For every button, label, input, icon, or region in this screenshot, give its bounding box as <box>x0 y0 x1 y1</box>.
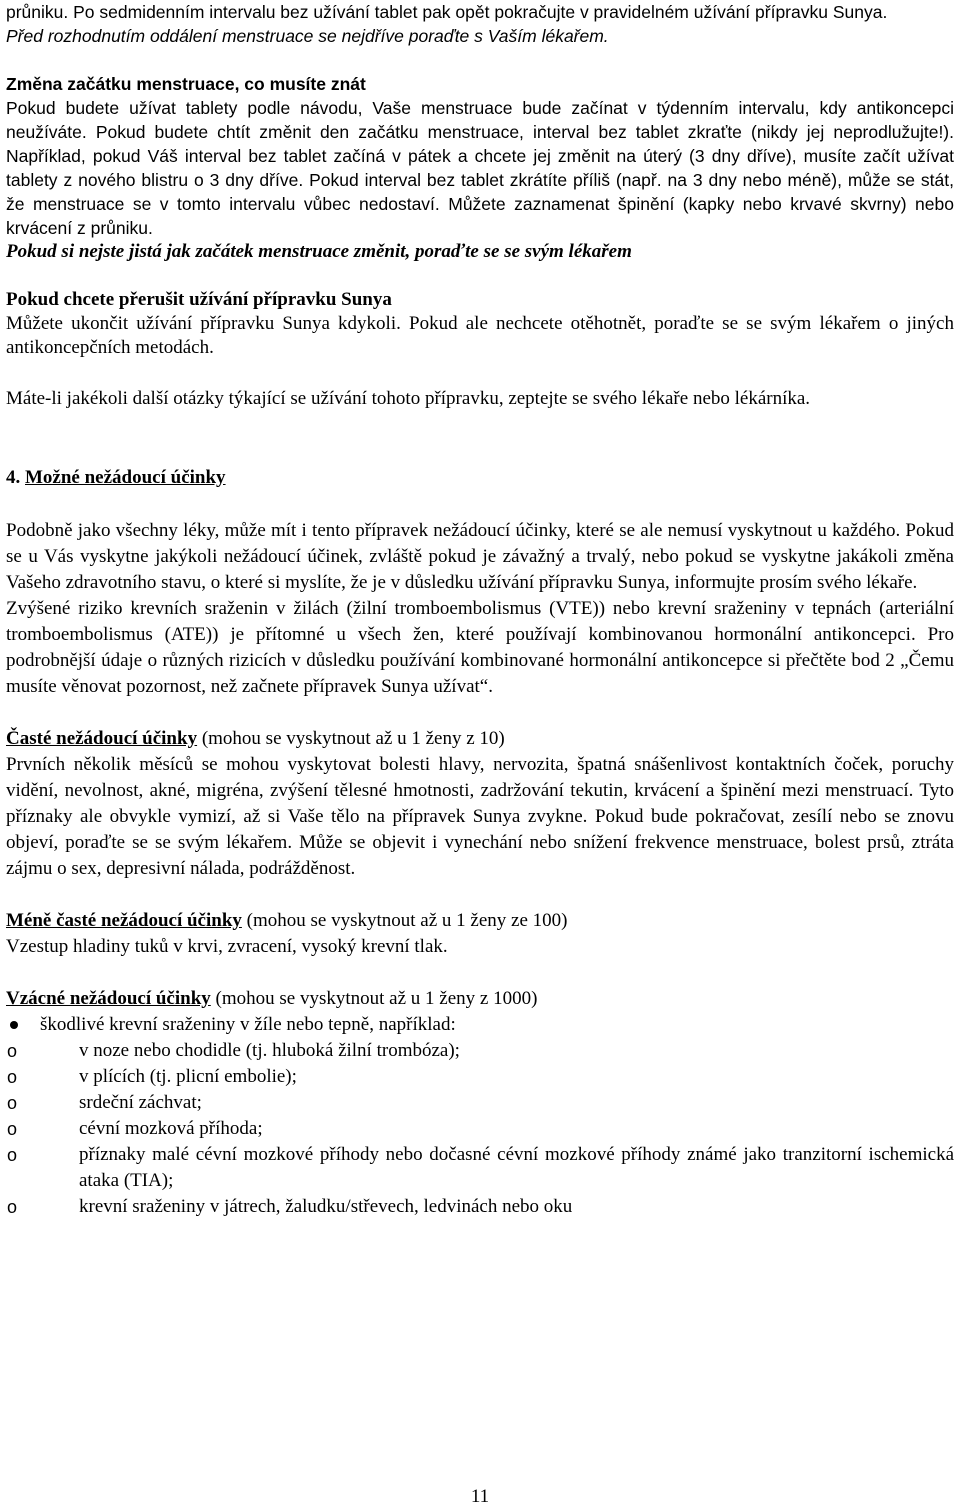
list-item <box>6 1116 954 1142</box>
list-item <box>6 1038 954 1064</box>
top-warning: Před rozhodnutím oddálení menstruace se nejdříve poraďte s Vaším lékařem. <box>6 26 609 46</box>
spacer <box>6 48 954 72</box>
section4-risk: Zvýšené riziko krevních sraženin v žilách (žilní tromboembolismus (VTE)) nebo krevní sraženiny v tepnách (arteriální tromboembolismus (ATE)) je přítomné u všech žen, které používají kombinovanou hormonální antikoncepci. Pro podrobnější údaje o různých rizicích v důsledku používání kombinované hormonální antikoncepce si přečtěte bod 2 „Čemu musíte věnovat pozornost, než začnete přípravek Sunya užívat“. <box>6 598 954 697</box>
section4-heading: Možné nežádoucí účinky <box>25 467 226 488</box>
list-item <box>6 1194 954 1220</box>
list-item <box>6 1090 954 1116</box>
change-heading: Změna začátku menstruace, co musíte znát <box>6 74 366 94</box>
circle-bullet-icon: o <box>7 1197 18 1217</box>
spacer <box>6 700 954 726</box>
spacer <box>6 264 954 288</box>
rare-item-text: cévní mozková příhoda; <box>79 1118 263 1139</box>
questions-paragraph: Máte-li jakékoli další otázky týkající se užívání tohoto přípravku, zeptejte se svého lékaře nebo lékárníka. <box>6 388 811 409</box>
common-frequency: (mohou se vyskytnout až u 1 ženy z 10) <box>197 728 505 749</box>
circle-bullet-icon: o <box>7 1093 18 1113</box>
section4-number: 4. <box>6 467 21 488</box>
rare-heading: Vzácné nežádoucí účinky <box>6 988 211 1009</box>
stop-body: Můžete ukončit užívání přípravku Sunya kdykoli. Pokud ale nechcete otěhotnět, poraďte se se svým lékařem o jiných antikoncepčních metodách. <box>6 313 954 358</box>
page-number: 11 <box>470 1486 490 1507</box>
circle-bullet-icon: o <box>7 1119 18 1139</box>
uncommon-title <box>6 908 954 934</box>
spacer <box>6 960 954 986</box>
rare-title <box>6 986 954 1012</box>
circle-bullet-icon: o <box>7 1145 18 1165</box>
rare-bullet-text: škodlivé krevní sraženiny v žíle nebo tepně, například: <box>40 1014 456 1035</box>
common-heading: Časté nežádoucí účinky <box>6 728 198 749</box>
list-item <box>6 1142 954 1194</box>
spacer <box>6 414 954 462</box>
uncommon-frequency: (mohou se vyskytnout až u 1 ženy ze 100) <box>241 910 568 931</box>
spacer <box>6 360 954 384</box>
stop-heading: Pokud chcete přerušit užívání přípravku Sunya <box>6 289 392 310</box>
rare-bullet-list <box>6 1012 954 1038</box>
section4-title <box>6 466 954 490</box>
rare-sub-list <box>6 1038 954 1220</box>
rare-frequency: (mohou se vyskytnout až u 1 ženy z 1000) <box>210 988 538 1009</box>
spacer <box>6 882 954 908</box>
uncommon-heading: Méně časté nežádoucí účinky <box>6 910 242 931</box>
common-title <box>6 726 954 752</box>
top-paragraph: průniku. Po sedmidenním intervalu bez užívání tablet pak opět pokračujte v pravidelném užívání přípravku Sunya. <box>6 2 888 22</box>
rare-item-text: krevní sraženiny v játrech, žaludku/střevech, ledvinách nebo oku <box>79 1196 573 1217</box>
circle-bullet-icon: o <box>7 1067 18 1087</box>
rare-item-text: v noze nebo chodidle (tj. hluboká žilní trombóza); <box>79 1040 460 1061</box>
common-body: Prvních několik měsíců se mohou vyskytovat bolesti hlavy, nervozita, špatná snášenlivost kontaktních čoček, poruchy vidění, nevolnost, akné, migréna, zvýšení tělesné hmotnosti, zadržování tekutin, krvácení a špinění mezi menstruací. Tyto příznaky ale obvykle vymizí, až si Vaše tělo na přípravek Sunya zvykne. Pokud bude pokračovat, zesílí nebo se znovu objeví, poraďte se se svým lékařem. Může se objevit i vynechání nebo snížení frekvence menstruace, bolest prsů, ztráta zájmu o sex, depresivní nálada, podrážděnost. <box>6 754 954 879</box>
change-warning: Pokud si nejste jistá jak začátek menstruace změnit, poraďte se se svým lékařem <box>6 241 632 262</box>
uncommon-body: Vzestup hladiny tuků v krvi, zvracení, vysoký krevní tlak. <box>6 936 448 957</box>
rare-item-text: srdeční záchvat; <box>79 1092 202 1113</box>
list-item <box>6 1012 954 1038</box>
circle-bullet-icon: o <box>7 1041 18 1061</box>
rare-item-text: v plících (tj. plicní embolie); <box>79 1066 297 1087</box>
change-body: Pokud budete užívat tablety podle návodu, Vaše menstruace bude začínat v týdenním intervalu, kdy antikoncepci neužíváte. Pokud budete chtít změnit den začátku menstruace, interval bez tablet zkraťte (nikdy jej neprodlužujte!). Například, pokud Váš interval bez tablet začíná v pátek a chcete jej změnit na úterý (3 dny dříve), musíte začít užívat tablety z nového blistru o 3 dny dříve. Pokud interval bez tablet zkrátíte příliš (např. na 3 dny nebo méně), může se stát, že menstruace se v tomto intervalu vůbec nedostaví. Můžete zaznamenat špinění (kapky nebo krvavé skvrny) nebo krvácení z průniku. <box>6 98 954 238</box>
rare-item-text: příznaky malé cévní mozkové příhody nebo dočasné cévní mozkové příhody známé jako tranzitorní ischemická ataka (TIA); <box>79 1144 954 1191</box>
bullet-dot-icon <box>10 1021 18 1029</box>
document-page <box>6 0 954 1220</box>
spacer <box>6 490 954 518</box>
list-item <box>6 1064 954 1090</box>
section4-intro: Podobně jako všechny léky, může mít i tento přípravek nežádoucí účinky, které se ale nemusí vyskytnout u každého. Pokud se u Vás vyskytne jakýkoli nežádoucí účinek, zvláště pokud je závažný a trvalý, nebo pokud se vyskytne jakákoli změna Vašeho zdravotního stavu, o které si myslíte, že je v důsledku užívání přípravku Sunya, informujte prosím svého lékaře. <box>6 520 954 593</box>
